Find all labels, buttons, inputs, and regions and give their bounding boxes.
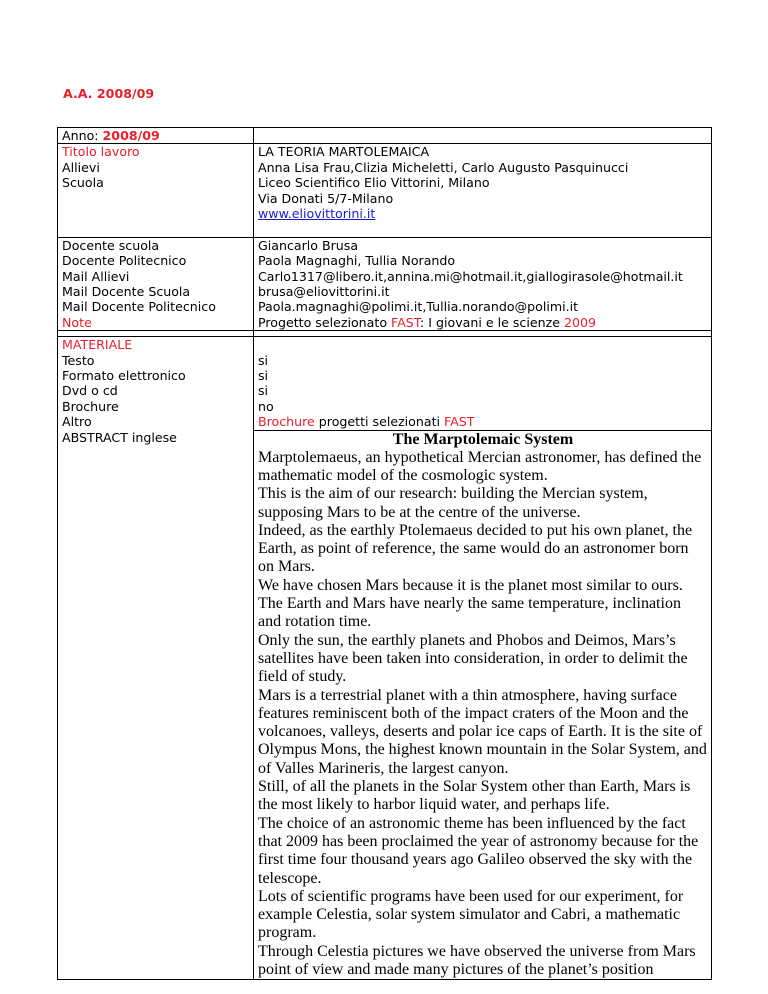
dvd-label: Dvd o cd (62, 383, 118, 399)
brochure-value: no (258, 398, 274, 414)
mail-allievi-value: Carlo1317@libero.it,annina.mi@hotmail.it,giallogirasole@hotmail.it (258, 268, 683, 284)
fast-word: FAST (444, 414, 475, 430)
note-value (258, 315, 708, 330)
abstract-text (254, 430, 711, 980)
docente-politecnico-label: Docente Politecnico (62, 253, 187, 269)
abstract-title: The Marptolemaic System (392, 430, 574, 448)
mail-docente-politecnico-label: Mail Docente Politecnico (62, 299, 216, 315)
school-website-link[interactable]: www.eliovittorini.it (258, 206, 376, 222)
brochure-word: Brochure (258, 414, 315, 430)
abstract-paragraph: This is the aim of our research: building the Mercian system, supposing Mars to be at the centre of the universe. (258, 485, 648, 521)
note-text: : I giovani e le scienze (420, 314, 564, 330)
table-row (58, 337, 712, 980)
titolo-label: Titolo lavoro (62, 144, 140, 160)
project-table (57, 127, 712, 980)
materiale-label: MATERIALE (62, 337, 133, 353)
labels-block-1 (58, 144, 254, 237)
dvd-value: si (258, 383, 269, 399)
altro-value (258, 414, 708, 429)
altro-text: progetti selezionati (314, 414, 445, 430)
abstract-paragraph: Through Celestia pictures we have observed the universe from Mars point of view and made many pictures of the planet’s position (258, 942, 696, 978)
mail-docente-scuola-value: brusa@eliovittorini.it (258, 284, 390, 300)
year-highlight: 2009 (563, 314, 597, 330)
note-text: Progetto selezionato (258, 314, 392, 330)
testo-value: si (258, 352, 269, 368)
page-heading: A.A. 2008/09 (63, 86, 155, 101)
titolo-value: LA TEORIA MARTOLEMAICA (258, 144, 430, 160)
mail-allievi-label: Mail Allievi (62, 268, 130, 284)
docente-scuola-value: Giancarlo Brusa (258, 237, 359, 253)
allievi-value: Anna Lisa Frau,Clizia Micheletti, Carlo Augusto Pasquinucci (258, 159, 629, 175)
allievi-label: Allievi (62, 159, 100, 175)
scuola-line: Liceo Scientifico Elio Vittorini, Milano (258, 175, 490, 191)
abstract-paragraph: We have chosen Mars because it is the planet most similar to ours. The Earth and Mars have nearly the same temperature, inclination and rotation time. (258, 576, 683, 631)
altro-label: Altro (62, 414, 92, 430)
anno-value: 2008/09 (102, 128, 160, 143)
fast-highlight: FAST (391, 314, 421, 330)
abstract-paragraph: Only the sun, the earthly planets and Phobos and Deimos, Mars’s satellites have been taken into consideration, in order to delimit the field of study. (258, 631, 688, 686)
abstract-paragraph: Marptolemaeus, an hypothetical Mercian astronomer, has defined the mathematic model of the cosmologic system. (258, 448, 702, 484)
table-row (58, 128, 712, 144)
docente-politecnico-value: Paola Magnaghi, Tullia Norando (258, 253, 456, 269)
scuola-line: Via Donati 5/7-Milano (258, 190, 394, 206)
abstract-paragraph: Still, of all the planets in the Solar System other than Earth, Mars is the most likely to harbor liquid water, and perhaps life. (258, 778, 691, 814)
anno-value-cell (254, 128, 712, 144)
abstract-paragraph: Lots of scientific programs have been used for our experiment, for example Celestia, solar system simulator and Cabri, a mathematic program. (258, 887, 684, 942)
mail-docente-scuola-label: Mail Docente Scuola (62, 284, 191, 300)
values-block-2 (254, 237, 712, 330)
formato-label: Formato elettronico (62, 368, 186, 384)
brochure-label: Brochure (62, 398, 119, 414)
labels-block-3 (58, 337, 254, 980)
testo-label: Testo (62, 352, 95, 368)
table-row (58, 144, 712, 237)
scuola-label: Scuola (62, 175, 104, 191)
values-block-1 (254, 144, 712, 237)
abstract-paragraph: Indeed, as the earthly Ptolemaeus decided to put his own planet, the Earth, as point of reference, the same would do an astronomer born on Mars. (258, 521, 693, 576)
mail-docente-politecnico-value: Paola.magnaghi@polimi.it,Tullia.norando@polimi.it (258, 299, 579, 315)
abstract-paragraph: Mars is a terrestrial planet with a thin atmosphere, having surface features reminiscent both of the impact craters of the Moon and the volcanoes, valleys, deserts and polar ice caps of Earth. It is the site of Olympus Mons, the highest known mountain in the Solar System, and of Valles Marineris, the largest canyon. (258, 686, 707, 777)
values-block-3 (254, 337, 712, 980)
docente-scuola-label: Docente scuola (62, 237, 160, 253)
abstract-paragraph: The choice of an astronomic theme has been influenced by the fact that 2009 has been proclaimed the year of astronomy because for the first time four thousand years ago Galileo observed the sky with the telescope. (258, 814, 699, 887)
labels-block-2 (58, 237, 254, 330)
abstract-label: ABSTRACT inglese (62, 429, 177, 445)
formato-value: si (258, 368, 269, 384)
note-label: Note (62, 314, 92, 330)
table-row (58, 237, 712, 330)
anno-label: Anno: (62, 128, 99, 143)
anno-cell (58, 128, 254, 144)
